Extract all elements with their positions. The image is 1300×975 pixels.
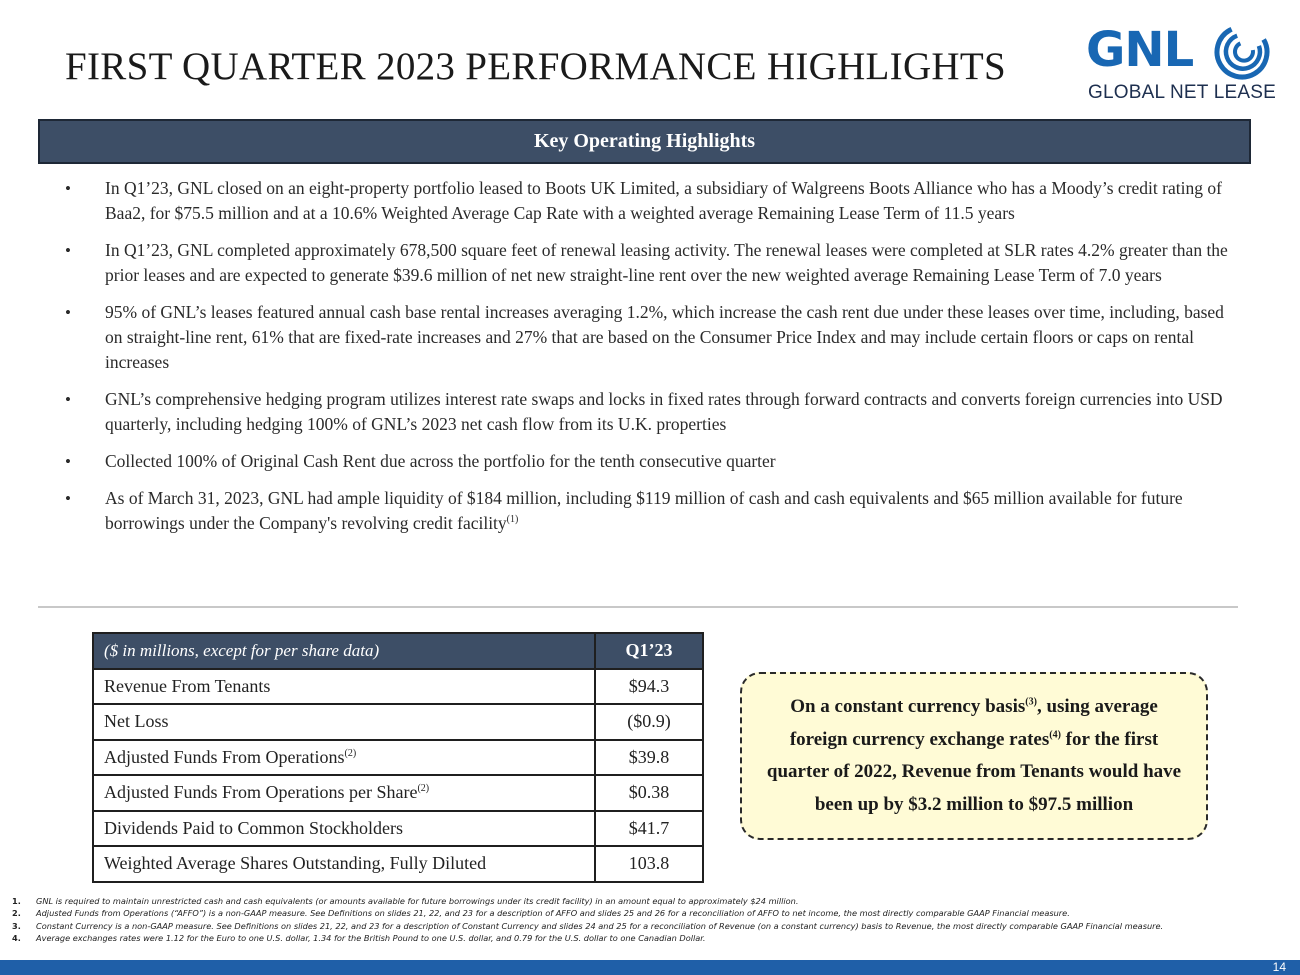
row-label: Dividends Paid to Common Stockholders: [93, 811, 595, 847]
table-row: [93, 669, 703, 705]
callout-text: On a constant currency basis$^{(3)}$, using average foreign currency exchange rates$^{(4)}$ for the first quarter of 2022, Revenue from Tenants would have been up by $3.2 million to $97.5 million: [766, 696, 1182, 815]
bullet-text: In Q1’23, GNL completed approximately 678,500 square feet of renewal leasing activity. The renewal leases were completed at SLR rates 4.2% greater than the prior leases and are expected to generate $39.6 million of net new straight-line rent over the new weighted average Remaining Lease Term of 7.0 years: [105, 240, 1228, 285]
row-value: $41.7: [595, 811, 703, 847]
table-header-label: ($ in millions, except for per share data): [93, 633, 595, 669]
row-value: $39.8: [595, 740, 703, 776]
bullet-marker: •: [65, 390, 71, 409]
list-item: [65, 300, 1240, 375]
footnotes: [12, 895, 1252, 945]
key-highlights-title: Key Operating Highlights: [533, 130, 756, 152]
list-item: [65, 176, 1240, 226]
bullet-marker: •: [65, 303, 71, 322]
key-highlights-banner: [38, 119, 1251, 164]
footnote: 3. Constant Currency is a non-GAAP measure. See Definitions on slides 21, 22, and 23 for a description of Constant Currency and slides 24 and 25 for a reconciliation of Revenue (on a constant currency) basis to Revenue, the most directly comparable GAAP Financial measure.: [12, 920, 1164, 931]
row-value: ($0.9): [595, 704, 703, 740]
row-label: Net Loss: [93, 704, 595, 740]
footnote: 1. GNL is required to maintain unrestricted cash and cash equivalents (or amounts available for future borrowings under its credit facility) in an amount equal to approximately $24 million.: [12, 896, 799, 906]
table-header-row: [93, 633, 703, 669]
row-label: Weighted Average Shares Outstanding, Fully Diluted: [93, 846, 595, 882]
highlights-list: [65, 176, 1240, 548]
bullet-marker: •: [65, 179, 71, 198]
list-item: [65, 387, 1240, 437]
footer-bar: [0, 960, 1300, 975]
table-header-period: Q1’23: [595, 633, 703, 669]
page-title: FIRST QUARTER 2023 PERFORMANCE HIGHLIGHTS: [65, 45, 1006, 88]
bullet-text: As of March 31, 2023, GNL had ample liquidity of $184 million, including $119 million of cash and cash equivalents and $65 million available for future borrowings under the Company's revolving credit facility: [105, 488, 1183, 533]
logo-subtitle: GLOBAL NET LEASE: [1088, 82, 1277, 103]
table-row: [93, 846, 703, 882]
constant-currency-callout: [740, 672, 1208, 840]
table-row: [93, 740, 703, 776]
list-item: [65, 486, 1240, 536]
row-label: Adjusted Funds From Operations$^{(2)}$: [93, 740, 595, 776]
row-label: Adjusted Funds From Operations per Share$^{(2)}$: [93, 775, 595, 811]
footnote: 2. Adjusted Funds from Operations (“AFFO”) is a non-GAAP measure. See Definitions on slides 21, 22, and 23 for a description of AFFO and slides 25 and 26 for a reconciliation of AFFO to net income, the most directly comparable GAAP Financial measure.: [12, 908, 1070, 919]
table-row: [93, 811, 703, 847]
bullet-marker: •: [65, 241, 71, 260]
bullet-marker: •: [65, 452, 71, 471]
footnote: 4. Average exchanges rates were 1.12 for the Euro to one U.S. dollar, 1.34 for the British Pound to one U.S. dollar, and 0.79 for the U.S. dollar to one Canadian Dollar.: [12, 933, 706, 944]
table-row: [93, 775, 703, 811]
section-divider: [38, 606, 1238, 608]
footnote-ref: (1): [506, 514, 519, 526]
bullet-text: GNL’s comprehensive hedging program utilizes interest rate swaps and locks in fixed rates through forward contracts and converts foreign currencies into USD quarterly, including hedging 100% of GNL’s 2023 net cash flow from its U.K. properties: [105, 389, 1223, 434]
row-value: $0.38: [595, 775, 703, 811]
bullet-text: 95% of GNL’s leases featured annual cash base rental increases averaging 1.2%, which increase the cash rent due under these leases over time, including, based on straight-line rent, 61% that are fixed-rate increases and 27% that are based on the Consumer Price Index and may include certain floors or caps on rental increases: [105, 302, 1224, 372]
financial-summary-table: [92, 632, 704, 883]
bullet-text: Collected 100% of Original Cash Rent due across the portfolio for the tenth consecutive quarter: [105, 451, 776, 471]
row-value: 103.8: [595, 846, 703, 882]
logo-wordmark: GNL: [1086, 22, 1194, 78]
row-label: Revenue From Tenants: [93, 669, 595, 705]
table-row: [93, 704, 703, 740]
gnl-logo: [1086, 20, 1276, 106]
bullet-marker: •: [65, 489, 71, 508]
bullet-text: In Q1’23, GNL closed on an eight-property portfolio leased to Boots UK Limited, a subsidiary of Walgreens Boots Alliance who has a Moody’s credit rating of Baa2, for $75.5 million and at a 10.6% Weighted Average Cap Rate with a weighted average Remaining Lease Term of 11.5 years: [105, 178, 1222, 223]
list-item: [65, 449, 1240, 474]
page-number: 14: [1272, 960, 1286, 974]
row-value: $94.3: [595, 669, 703, 705]
swirl-logo-icon: [1214, 24, 1270, 80]
list-item: [65, 238, 1240, 288]
